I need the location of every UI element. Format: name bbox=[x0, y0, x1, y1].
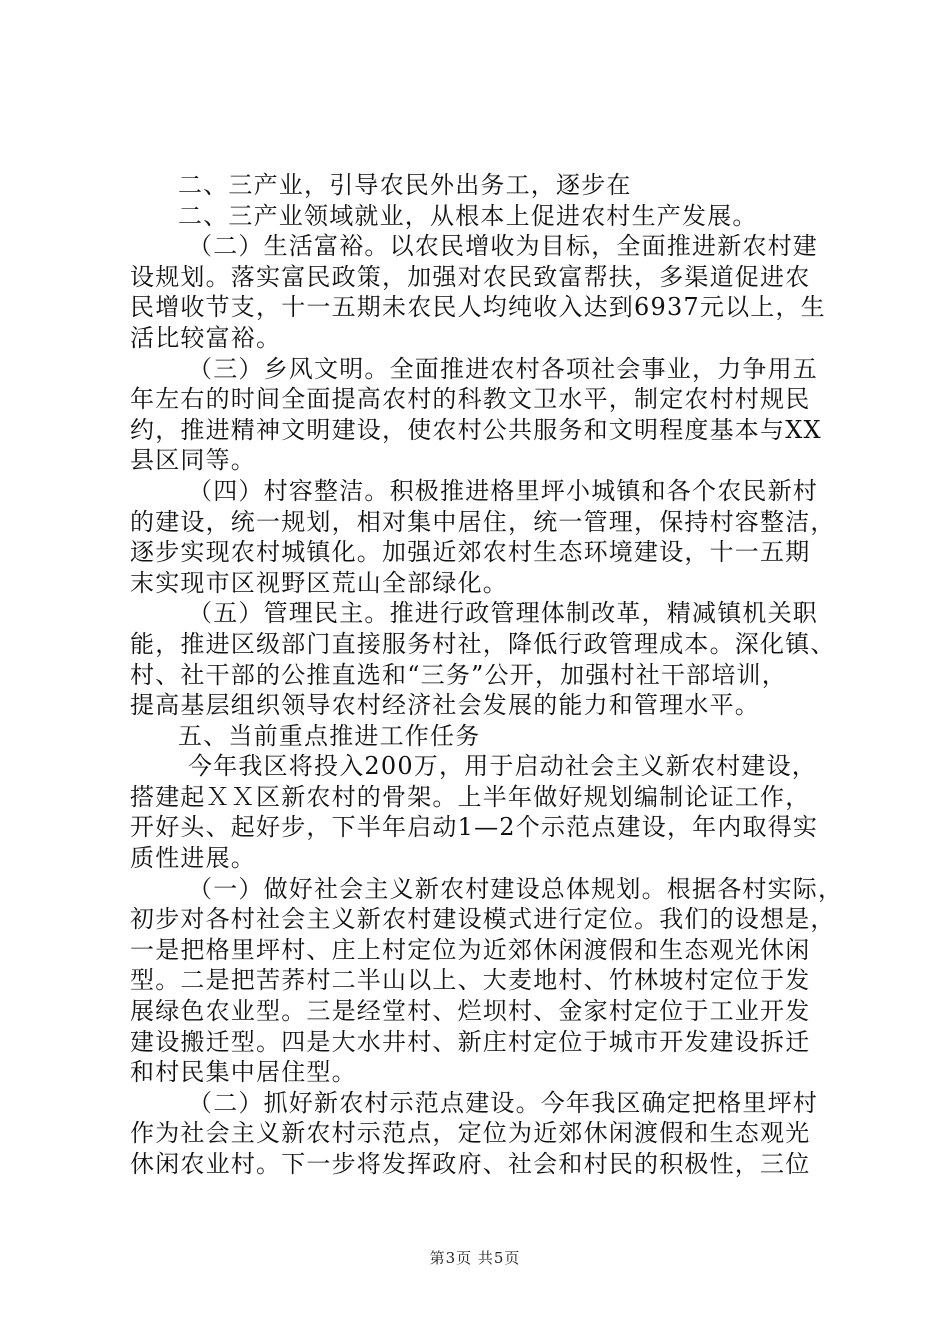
text-line: 二、三产业领域就业，从根本上促进农村生产发展。 bbox=[178, 201, 758, 230]
text-line: 展绿色农业型。三是经堂村、烂坝村、金家村定位于工业开发 bbox=[130, 997, 811, 1026]
text-line: 型。二是把苦荞村二半山以上、大麦地村、竹林坡村定位于发 bbox=[130, 966, 811, 995]
text-line: 建设搬迁型。四是大水井村、新庄村定位于城市开发建设拆迁 bbox=[130, 1027, 811, 1056]
text-line: 搭建起ＸＸ区新农村的骨架。上半年做好规划编制论证工作， bbox=[130, 782, 811, 811]
text-line: 休闲农业村。下一步将发挥政府、社会和村民的积极性，三位 bbox=[130, 1150, 811, 1178]
text-line: 五、当前重点推进工作任务 bbox=[178, 721, 481, 750]
text-line: 一是把格里坪村、庄上村定位为近郊休闲渡假和生态观光休闲 bbox=[130, 935, 811, 964]
text-line: 和村民集中居住型。 bbox=[130, 1058, 357, 1087]
page-footer: 第3页 共5页 bbox=[429, 1249, 521, 1267]
text-line: （二）抓好新农村示范点建设。今年我区确定把格里坪村 bbox=[188, 1088, 818, 1117]
text-line: 提高基层组织领导农村经济社会发展的能力和管理水平。 bbox=[130, 691, 760, 720]
text-line: 村、社干部的公推直选和“三务”公开，加强村社干部培训， bbox=[130, 660, 787, 689]
text-line: 活比较富裕。 bbox=[130, 323, 282, 352]
text-line: 今年我区将投入200万，用于启动社会主义新农村建设， bbox=[188, 752, 818, 781]
text-line: 年左右的时间全面提高农村的科教文卫水平，制定农村村规民 bbox=[130, 385, 811, 414]
text-line: 逐步实现农村城镇化。加强近郊农村生态环境建设，十一五期 bbox=[130, 538, 811, 567]
text-line: （五）管理民主。推进行政管理体制改革，精减镇机关职 bbox=[188, 599, 818, 628]
text-line: 开好头、起好步，下半年启动1—2个示范点建设，年内取得实 bbox=[130, 813, 819, 842]
text-line: 的建设，统一规划，相对集中居住，统一管理，保持村容整洁， bbox=[130, 507, 836, 536]
text-line: 设规划。落实富民政策，加强对农民致富帮扶，多渠道促进农 bbox=[130, 262, 811, 291]
text-line: 约，推进精神文明建设，使农村公共服务和文明程度基本与XX bbox=[130, 415, 822, 444]
text-line: 县区同等。 bbox=[130, 446, 256, 475]
text-line: 二、三产业，引导农民外出务工，逐步在 bbox=[178, 171, 632, 199]
text-line: 能，推进区级部门直接服务村社，降低行政管理成本。深化镇、 bbox=[130, 629, 836, 658]
document-body bbox=[130, 170, 844, 1180]
text-line: （一）做好社会主义新农村建设总体规划。根据各村实际， bbox=[188, 874, 844, 903]
text-line: 初步对各村社会主义新农村建设模式进行定位。我们的设想是， bbox=[130, 905, 836, 934]
text-line: （二）生活富裕。以农民增收为目标，全面推进新农村建 bbox=[188, 232, 818, 261]
text-line: （三）乡风文明。全面推进农村各项社会事业，力争用五 bbox=[188, 354, 818, 383]
text-line: （四）村容整洁。积极推进格里坪小城镇和各个农民新村 bbox=[188, 476, 818, 505]
text-line: 质性进展。 bbox=[130, 844, 256, 873]
text-line: 作为社会主义新农村示范点，定位为近郊休闲渡假和生态观光 bbox=[130, 1119, 811, 1148]
text-line: 民增收节支，十一五期未农民人均纯收入达到6937元以上，生 bbox=[130, 293, 826, 322]
text-line: 末实现市区视野区荒山全部绿化。 bbox=[130, 568, 508, 597]
